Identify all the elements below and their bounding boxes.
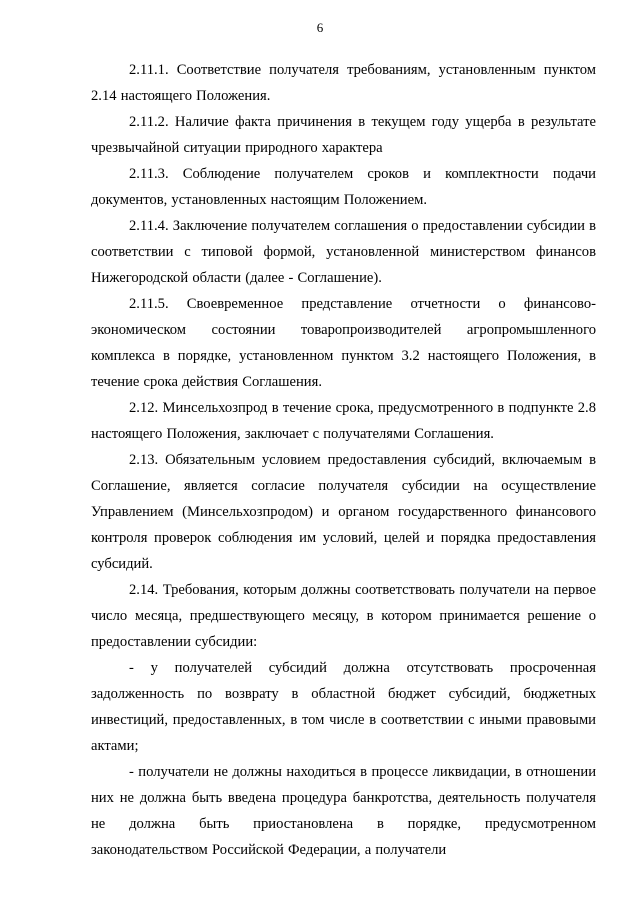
- paragraph-2-11-2: 2.11.2. Наличие факта причинения в текущем году ущерба в результате чрезвычайной ситуации природного характера: [91, 114, 596, 156]
- list-item-requirement-1: - у получателей субсидий должна отсутствовать просроченная задолженность по возврату в областной бюджет субсидий, бюджетных инвестиций, предоставленных, в том числе в соответствии с иными правовыми актами;: [91, 660, 596, 754]
- paragraph-2-14: 2.14. Требования, которым должны соответствовать получатели на первое число месяца, предшествующего месяцу, в котором принимается решение о предоставлении субсидии:: [91, 582, 596, 650]
- paragraph-2-11-4: 2.11.4. Заключение получателем соглашения о предоставлении субсидии в соответствии с типовой формой, установленной министерством финансов Нижегородской области (далее - Соглашение).: [91, 218, 596, 286]
- paragraph-2-12: 2.12. Минсельхозпрод в течение срока, предусмотренного в подпункте 2.8 настоящего Положения, заключает с получателями Соглашения.: [91, 400, 596, 442]
- paragraph-2-13: 2.13. Обязательным условием предоставления субсидий, включаемым в Соглашение, является согласие получателя субсидии на осуществление Управлением (Минсельхозпродом) и органом государственного финансового контроля проверок соблюдения им условий, целей и порядка предоставления субсидий.: [91, 452, 596, 572]
- paragraph-2-11-3: 2.11.3. Соблюдение получателем сроков и комплектности подачи документов, установленных настоящим Положением.: [91, 166, 596, 208]
- page-number: 6: [316, 20, 324, 35]
- document-body: [91, 57, 596, 863]
- list-item-requirement-2: - получатели не должны находиться в процессе ликвидации, в отношении них не должна быть введена процедура банкротства, деятельность получателя не должна быть приостановлена в порядке, предусмотренном законодательством Российской Федерации, а получатели: [91, 764, 596, 858]
- paragraph-2-11-5: 2.11.5. Своевременное представление отчетности о финансово-экономическом состоянии товаропроизводителей агропромышленного комплекса в порядке, установленном пунктом 3.2 настоящего Положения, в течение срока действия Соглашения.: [91, 296, 596, 390]
- paragraph-2-11-1: 2.11.1. Соответствие получателя требованиям, установленным пунктом 2.14 настоящего Положения.: [91, 62, 596, 104]
